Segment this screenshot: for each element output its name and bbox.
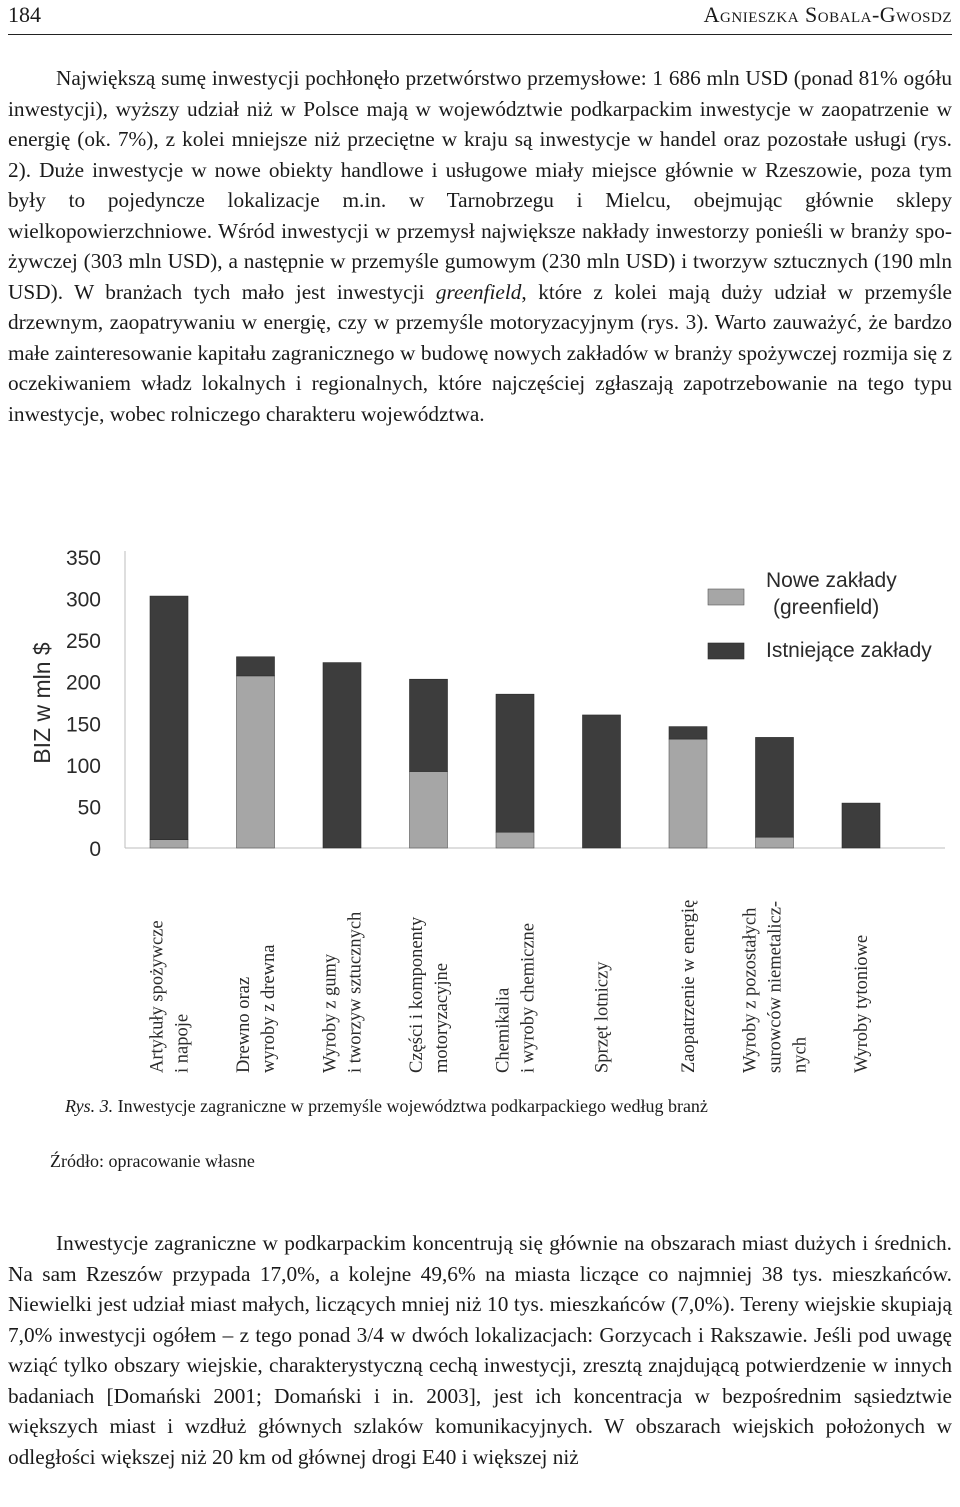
italic-term: greenfield	[435, 279, 522, 304]
x-category-label	[494, 923, 539, 1073]
x-category-label-line: Sprzęt lotniczy	[592, 961, 613, 1073]
x-category-label	[148, 920, 193, 1073]
x-category-label-line: i tworzyw sztucznych	[345, 911, 366, 1073]
x-category-label	[321, 912, 366, 1073]
x-category-label-line: Wyroby z gumy	[320, 953, 341, 1073]
x-category-label-line: Zaopatrzenie w energię	[679, 899, 699, 1073]
figure-source: Źródło: opracowanie własne	[50, 1151, 255, 1171]
bar-existing	[323, 663, 361, 848]
bar-greenfield	[756, 837, 794, 848]
stacked-bar-chart	[0, 535, 960, 1085]
figure-caption	[65, 1096, 708, 1117]
legend-label-existing: Istniejące zakłady	[766, 639, 932, 662]
bar-existing	[583, 715, 621, 848]
x-category-label	[407, 916, 452, 1073]
x-category-label	[852, 935, 872, 1073]
y-tick-label: 150	[65, 713, 101, 737]
bar-greenfield	[237, 676, 275, 848]
x-category-label-line: Drewno oraz	[234, 976, 254, 1073]
page-header	[8, 0, 952, 35]
y-tick-label: 0	[89, 838, 101, 861]
bar-greenfield	[669, 739, 707, 848]
body-paragraph-2: Inwestycje zagraniczne w podkarpackim koncentrują się głównie na obszarach miast dużych i średnich. Na sam Rzeszów przypada 17,0%, a kolejne 49,6% na miasta liczące co najmniej 38 tys. mieszkańców. Niewielki jest udział miast małych, liczących mniej niż 10 tys. mieszkańców (7,0%). Tereny wiejskie skupiają 7,0% inwestycji ogółem – z tego ponad 3/4 w dwóch lokalizacjach: Gorzycach i Rakszawie. Jeśli pod uwagę wziąć tylko obszary wiejskie, charakterystyczną cechą inwestycji, zresztą znajdującą potwierdzenie w innych badaniach [Domański 2001; Domański i in. 2003], jest ich koncentracja w bezpośrednim sąsiedztwie większych miast i wzdłuż głównych szlaków komunikacyjnych. W obszarach wiejskich położonych w odległości większej niż 20 km od głównej drogi E40 i większej niż	[8, 1231, 952, 1469]
bar-greenfield	[410, 772, 448, 848]
x-category-label-line: surowców niemetalicz-	[765, 900, 786, 1073]
x-category-label-line: wyroby z drewna	[259, 944, 279, 1073]
y-tick-label: 350	[65, 547, 101, 570]
x-category-label	[679, 900, 699, 1073]
figure-bar-chart	[0, 535, 960, 1085]
bar-existing	[842, 803, 880, 848]
page-number: 184	[8, 2, 41, 27]
y-tick-label: 50	[77, 796, 101, 820]
bar-greenfield	[150, 840, 188, 848]
bar-existing	[496, 694, 534, 832]
caption-text: Inwestycje zagraniczne w przemyśle województwa podkarpackiego według branż	[117, 1096, 708, 1116]
bar-existing	[669, 727, 707, 739]
x-category-label-line: Części i komponenty	[407, 916, 427, 1073]
legend-label-greenfield: Nowe zakłady	[766, 569, 897, 592]
x-category-label-line: Wyroby tytoniowe	[852, 934, 872, 1073]
x-category-label	[234, 945, 279, 1073]
x-category-label-line: Artykuły spożywcze	[147, 920, 168, 1073]
body-paragraph-1: Największą sumę inwestycji pochłonęło przetwórstwo przemysłowe: 1 686 mln USD (ponad 81% ogółu inwestycji), wyższy udział niż w Polsce mają w województwie podkarpackim inwestycje w zaopatrzenie w energię (ok. 7%), z kolei mniejsze niż przeciętne w kraju są inwestycje w handel oraz pozostałe usługi (rys. 2). Duże inwestycje w nowe obiekty handlowe i usługowe miały miejsce głównie w Rzeszowie, poza tym były to pojedyncze lokalizacje m.in. w Tarnobrzegu i Mielcu, obejmując głównie sklepy wielkopowierzchniowe. Wśród inwestycji w przemysł największe nakłady inwestorzy ponieśli w branży spożywczej (303 mln USD), a następnie w przemyśle gumowym (230 mln USD) i tworzyw sztucznych (190 mln USD). W branżach tych mało jest inwestycji greenfield, które z kolei mają duży udział w przemyśle drzewnym, zaopatrywaniu w energię, czy w przemyśle motoryzacyjnym (rys. 3). Warto zauważyć, że bardzo małe zainteresowanie kapitału zagranicznego w budowę nowych zakładów w branży spożywczej rozmija się z oczekiwaniem władz lokalnych i regionalnych, które najczęściej zgłaszają zapotrzebowanie na tego typu inwestycje, wobec rolniczego charakteru województwa.	[8, 66, 952, 426]
y-axis-title: BIZ w mln $	[29, 642, 55, 764]
y-tick-label: 250	[65, 630, 101, 654]
x-category-label-line: nych	[790, 1037, 811, 1073]
running-head: Agnieszka Sobala-Gwosdz	[703, 2, 952, 27]
x-category-label-line: Chemikalia	[493, 987, 514, 1073]
x-category-label-line: motoryzacyjne	[432, 963, 452, 1073]
bar-existing	[756, 737, 794, 837]
bar-existing	[410, 679, 448, 771]
bar-existing	[237, 657, 275, 676]
bar-greenfield	[496, 832, 534, 848]
bar-existing	[150, 596, 188, 840]
x-category-label-line: Wyroby z pozostałych	[740, 907, 761, 1073]
legend-label-greenfield-sub: (greenfield)	[773, 596, 880, 619]
y-tick-label: 200	[65, 671, 101, 695]
legend-swatch-existing	[708, 643, 744, 659]
x-category-label-line: i napoje	[172, 1013, 193, 1073]
y-tick-label: 100	[65, 754, 101, 778]
x-category-label	[593, 961, 613, 1073]
y-tick-label: 300	[65, 588, 101, 612]
caption-label: Rys. 3.	[65, 1096, 114, 1116]
x-category-label-line: i wyroby chemiczne	[518, 923, 539, 1073]
x-category-label	[741, 901, 811, 1073]
legend-swatch-greenfield	[708, 589, 744, 605]
